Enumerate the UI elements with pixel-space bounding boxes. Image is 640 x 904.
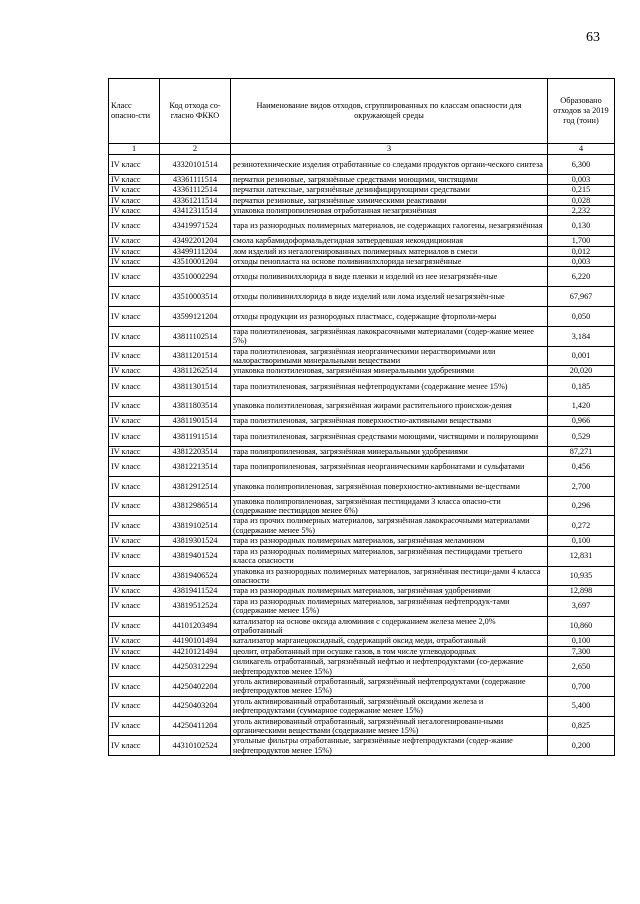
- hazard-class-cell: IV класс: [109, 416, 160, 426]
- table-row: [109, 307, 615, 327]
- waste-code-cell: 44250411204: [160, 716, 231, 736]
- hazard-class-cell: IV класс: [109, 596, 160, 616]
- hazard-class-cell: IV класс: [109, 476, 160, 496]
- waste-name-cell: цеолит, отработанный при осушке газов, в том числе углеводородных: [231, 646, 548, 656]
- hazard-class-cell: IV класс: [109, 257, 160, 267]
- hazard-class-cell: IV класс: [109, 676, 160, 696]
- waste-amount-cell: 0,100: [548, 536, 615, 546]
- waste-name-cell: тара полиэтиленовая, загрязнённая лакокрасочными материалами (содер-жание менее 5%): [231, 326, 548, 346]
- waste-amount-cell: 20,020: [548, 366, 615, 376]
- table-header-row: [109, 79, 615, 144]
- table-row: [109, 396, 615, 416]
- table-row: [109, 216, 615, 236]
- waste-name-cell: тара полипропиленовая, загрязнённая минеральными удобрениями: [231, 446, 548, 456]
- waste-name-cell: отходы пенопласта на основе поливинилхлорида незагрязнённые: [231, 257, 548, 267]
- hazard-class-cell: IV класс: [109, 566, 160, 586]
- waste-amount-cell: 12,831: [548, 546, 615, 566]
- hazard-class-cell: IV класс: [109, 396, 160, 416]
- hazard-class-cell: IV класс: [109, 636, 160, 646]
- hazard-class-cell: IV класс: [109, 346, 160, 366]
- hazard-class-cell: IV класс: [109, 185, 160, 195]
- waste-name-cell: тара из разнородных полимерных материалов, загрязнённая пестицидами третьего класса опасности: [231, 546, 548, 566]
- table-row: [109, 246, 615, 256]
- hazard-class-cell: IV класс: [109, 267, 160, 287]
- waste-amount-cell: 0,185: [548, 376, 615, 396]
- waste-name-cell: тара из разнородных полимерных материалов, загрязнённая нефтепродук-тами (содержание менее 15%): [231, 596, 548, 616]
- hazard-class-cell: IV класс: [109, 287, 160, 307]
- waste-code-cell: 43510003514: [160, 287, 231, 307]
- column-number-row: [109, 144, 615, 155]
- waste-amount-cell: 0,003: [548, 174, 615, 184]
- table-row: [109, 616, 615, 636]
- waste-name-cell: тара полипропиленовая, загрязнённая неорганическими карбонатами и сульфатами: [231, 457, 548, 477]
- waste-amount-cell: 0,296: [548, 496, 615, 516]
- waste-code-cell: 43819411524: [160, 586, 231, 596]
- waste-name-cell: перчатки латексные, загрязнённые дезинфицирующими средствами: [231, 185, 548, 195]
- waste-code-cell: 44190101494: [160, 636, 231, 646]
- waste-amount-cell: 7,300: [548, 646, 615, 656]
- hazard-class-cell: IV класс: [109, 586, 160, 596]
- table-row: [109, 566, 615, 586]
- waste-code-cell: 44250403204: [160, 696, 231, 716]
- table-row: [109, 267, 615, 287]
- waste-name-cell: тара полиэтиленовая, загрязнённая неорганическими нерастворимыми или малорастворимыми минеральными веществами: [231, 346, 548, 366]
- waste-code-cell: 43510001204: [160, 257, 231, 267]
- waste-amount-cell: 6,220: [548, 267, 615, 287]
- table-row: [109, 716, 615, 736]
- table-row: [109, 174, 615, 184]
- table-row: [109, 346, 615, 366]
- waste-amount-cell: 0,456: [548, 457, 615, 477]
- waste-code-cell: 43361211514: [160, 195, 231, 205]
- waste-name-cell: упаковка полиэтиленовая, загрязнённая минеральными удобрениями: [231, 366, 548, 376]
- waste-name-cell: упаковка полипропиленовая, загрязнённая поверхностно-активными ве-ществами: [231, 476, 548, 496]
- waste-code-cell: 43419971524: [160, 216, 231, 236]
- waste-code-cell: 43811803514: [160, 396, 231, 416]
- table-row: [109, 326, 615, 346]
- hazard-class-cell: IV класс: [109, 307, 160, 327]
- waste-code-cell: 43819406524: [160, 566, 231, 586]
- page-number: 63: [586, 30, 600, 45]
- waste-code-cell: 43811262514: [160, 366, 231, 376]
- waste-name-cell: отходы продукции из разнородных пластмасс, содержащие фторполи-меры: [231, 307, 548, 327]
- hazard-class-cell: IV класс: [109, 716, 160, 736]
- waste-name-cell: отходы поливинилхлорида в виде изделий или лома изделий незагрязнён-ные: [231, 287, 548, 307]
- waste-code-cell: 43361112514: [160, 185, 231, 195]
- table-row: [109, 206, 615, 216]
- waste-name-cell: уголь активированный отработанный, загрязнённый оксидами железа и нефтепродуктами (суммарное содержание менее 15%): [231, 696, 548, 716]
- hazard-class-cell: IV класс: [109, 195, 160, 205]
- waste-amount-cell: 67,967: [548, 287, 615, 307]
- waste-code-cell: 43819401524: [160, 546, 231, 566]
- waste-name-cell: упаковка полиэтиленовая, загрязнённая жирами растительного происхож-дения: [231, 396, 548, 416]
- hazard-class-cell: IV класс: [109, 657, 160, 677]
- hazard-class-cell: IV класс: [109, 246, 160, 256]
- waste-name-cell: упаковка полипропиленовая, загрязнённая пестицидами 3 класса опасно-сти (содержание пестицидов менее 6%): [231, 496, 548, 516]
- waste-code-cell: 43492201204: [160, 236, 231, 246]
- column-number: 4: [548, 144, 615, 155]
- waste-amount-cell: 0,529: [548, 426, 615, 446]
- waste-amount-cell: 0,003: [548, 257, 615, 267]
- waste-code-cell: 43510002294: [160, 267, 231, 287]
- waste-code-cell: 43812986514: [160, 496, 231, 516]
- column-number: 3: [231, 144, 548, 155]
- table-row: [109, 376, 615, 396]
- table-row: [109, 636, 615, 646]
- waste-name-cell: перчатки резиновые, загрязнённые химическими реактивами: [231, 195, 548, 205]
- waste-name-cell: катализатор на основе оксида алюминия с содержанием железа менее 2,0% отработанный: [231, 616, 548, 636]
- table-row: [109, 657, 615, 677]
- waste-amount-cell: 0,272: [548, 516, 615, 536]
- waste-amount-cell: 12,898: [548, 586, 615, 596]
- waste-amount-cell: 0,130: [548, 216, 615, 236]
- waste-name-cell: смола карбамидоформальдегидная затвердевшая некондиционная: [231, 236, 548, 246]
- header-waste-name: Наименование видов отходов, сгруппированных по классам опасности для окружающей среды: [231, 79, 548, 144]
- waste-amount-cell: 6,300: [548, 155, 615, 175]
- waste-code-cell: 43812213514: [160, 457, 231, 477]
- hazard-class-cell: IV класс: [109, 696, 160, 716]
- column-number: 1: [109, 144, 160, 155]
- waste-amount-cell: 1,700: [548, 236, 615, 246]
- waste-code-cell: 44101203494: [160, 616, 231, 636]
- waste-name-cell: отходы поливинилхлорида в виде пленки и изделий из нее незагрязнён-ные: [231, 267, 548, 287]
- waste-amount-cell: 10,935: [548, 566, 615, 586]
- waste-amount-cell: 1,420: [548, 396, 615, 416]
- table-row: [109, 185, 615, 195]
- waste-code-cell: 43412311514: [160, 206, 231, 216]
- waste-name-cell: тара полиэтиленовая, загрязнённая нефтепродуктами (содержание менее 15%): [231, 376, 548, 396]
- waste-name-cell: уголь активированный отработанный, загрязнённый негалогенированн-ными органическими веществами (содержание менее 15%): [231, 716, 548, 736]
- waste-code-cell: 43361111514: [160, 174, 231, 184]
- waste-name-cell: резинотехнические изделия отработанные со следами продуктов органи-ческого синтеза: [231, 155, 548, 175]
- table-row: [109, 195, 615, 205]
- table-row: [109, 476, 615, 496]
- table-row: [109, 676, 615, 696]
- hazard-class-cell: IV класс: [109, 236, 160, 246]
- waste-code-cell: 43811901514: [160, 416, 231, 426]
- hazard-class-cell: IV класс: [109, 496, 160, 516]
- waste-amount-cell: 2,232: [548, 206, 615, 216]
- waste-code-cell: 43811102514: [160, 326, 231, 346]
- hazard-class-cell: IV класс: [109, 366, 160, 376]
- hazard-class-cell: IV класс: [109, 206, 160, 216]
- waste-name-cell: уголь активированный отработанный, загрязнённый нефтепродуктами (содержание нефтепродуктов менее 15%): [231, 676, 548, 696]
- waste-name-cell: упаковка из разнородных полимерных материалов, загрязнённая пестици-дами 4 класса опасности: [231, 566, 548, 586]
- waste-code-cell: 43599121204: [160, 307, 231, 327]
- hazard-class-cell: IV класс: [109, 516, 160, 536]
- table-row: [109, 736, 615, 756]
- waste-amount-cell: 0,700: [548, 676, 615, 696]
- waste-name-cell: катализатор марганецоксидный, содержащий оксид меди, отработанный: [231, 636, 548, 646]
- waste-code-cell: 43811201514: [160, 346, 231, 366]
- waste-amount-cell: 2,650: [548, 657, 615, 677]
- hazard-class-cell: IV класс: [109, 616, 160, 636]
- waste-amount-cell: 0,100: [548, 636, 615, 646]
- table-row: [109, 696, 615, 716]
- table-row: [109, 366, 615, 376]
- table-row: [109, 496, 615, 516]
- hazard-class-cell: IV класс: [109, 446, 160, 456]
- waste-name-cell: тара полиэтиленовая, загрязнённая средствами моющими, чистящими и полирующими: [231, 426, 548, 446]
- hazard-class-cell: IV класс: [109, 174, 160, 184]
- waste-amount-cell: 0,012: [548, 246, 615, 256]
- waste-name-cell: упаковка полипропиленовая отработанная незагрязнённая: [231, 206, 548, 216]
- waste-code-cell: 43819301524: [160, 536, 231, 546]
- table-row: [109, 596, 615, 616]
- table-row: [109, 446, 615, 456]
- waste-table: [108, 78, 615, 756]
- waste-name-cell: угольные фильтры отработанные, загрязнённые нефтепродуктами (содер-жание нефтепродуктов менее 15%): [231, 736, 548, 756]
- table-row: [109, 426, 615, 446]
- waste-amount-cell: 3,184: [548, 326, 615, 346]
- table-row: [109, 236, 615, 246]
- table-row: [109, 646, 615, 656]
- waste-name-cell: лом изделий из негалогенированных полимерных материалов в смеси: [231, 246, 548, 256]
- table-row: [109, 546, 615, 566]
- waste-name-cell: тара из разнородных полимерных материалов, не содержащих галогены, незагрязнённая: [231, 216, 548, 236]
- table-row: [109, 586, 615, 596]
- waste-code-cell: 44250312294: [160, 657, 231, 677]
- waste-name-cell: силикагель отработанный, загрязнённый нефтью и нефтепродуктами (со-держание нефтепродуктов менее 15%): [231, 657, 548, 677]
- waste-amount-cell: 0,001: [548, 346, 615, 366]
- waste-code-cell: 44250402204: [160, 676, 231, 696]
- waste-code-cell: 43819512524: [160, 596, 231, 616]
- waste-code-cell: 43812912514: [160, 476, 231, 496]
- column-number: 2: [160, 144, 231, 155]
- waste-name-cell: тара полиэтиленовая, загрязнённая поверхностно-активными веществами: [231, 416, 548, 426]
- waste-amount-cell: 3,697: [548, 596, 615, 616]
- waste-amount-cell: 0,200: [548, 736, 615, 756]
- hazard-class-cell: IV класс: [109, 426, 160, 446]
- waste-code-cell: 44310102524: [160, 736, 231, 756]
- waste-name-cell: тара из разнородных полимерных материалов, загрязнённая удобрениями: [231, 586, 548, 596]
- waste-code-cell: 43811301514: [160, 376, 231, 396]
- waste-amount-cell: 5,400: [548, 696, 615, 716]
- waste-code-cell: 43812203514: [160, 446, 231, 456]
- waste-code-cell: 43499111204: [160, 246, 231, 256]
- hazard-class-cell: IV класс: [109, 155, 160, 175]
- header-amount: Образовано отходов за 2019 год (тонн): [548, 79, 615, 144]
- waste-amount-cell: 0,028: [548, 195, 615, 205]
- table-body: [109, 155, 615, 756]
- waste-code-cell: 43819102514: [160, 516, 231, 536]
- header-hazard-class: Класс опасно-сти: [109, 79, 160, 144]
- waste-amount-cell: 0,825: [548, 716, 615, 736]
- table-row: [109, 457, 615, 477]
- waste-code-cell: 43811911514: [160, 426, 231, 446]
- waste-amount-cell: 87,271: [548, 446, 615, 456]
- waste-amount-cell: 0,050: [548, 307, 615, 327]
- hazard-class-cell: IV класс: [109, 376, 160, 396]
- hazard-class-cell: IV класс: [109, 736, 160, 756]
- hazard-class-cell: IV класс: [109, 546, 160, 566]
- hazard-class-cell: IV класс: [109, 216, 160, 236]
- table-row: [109, 155, 615, 175]
- hazard-class-cell: IV класс: [109, 457, 160, 477]
- table-row: [109, 536, 615, 546]
- table-row: [109, 287, 615, 307]
- waste-amount-cell: 10,860: [548, 616, 615, 636]
- header-fkko-code: Код отхода со-гласно ФККО: [160, 79, 231, 144]
- waste-amount-cell: 0,215: [548, 185, 615, 195]
- waste-code-cell: 44210121494: [160, 646, 231, 656]
- table-row: [109, 416, 615, 426]
- waste-name-cell: перчатки резиновые, загрязнённые средствами моющими, чистящими: [231, 174, 548, 184]
- waste-amount-cell: 2,700: [548, 476, 615, 496]
- waste-name-cell: тара из разнородных полимерных материалов, загрязнённая меламином: [231, 536, 548, 546]
- waste-code-cell: 43320101514: [160, 155, 231, 175]
- waste-amount-cell: 0,966: [548, 416, 615, 426]
- table-row: [109, 516, 615, 536]
- hazard-class-cell: IV класс: [109, 536, 160, 546]
- waste-name-cell: тара из прочих полимерных материалов, загрязнённая лакокрасочными материалами (содержание менее 5%): [231, 516, 548, 536]
- hazard-class-cell: IV класс: [109, 326, 160, 346]
- table-row: [109, 257, 615, 267]
- hazard-class-cell: IV класс: [109, 646, 160, 656]
